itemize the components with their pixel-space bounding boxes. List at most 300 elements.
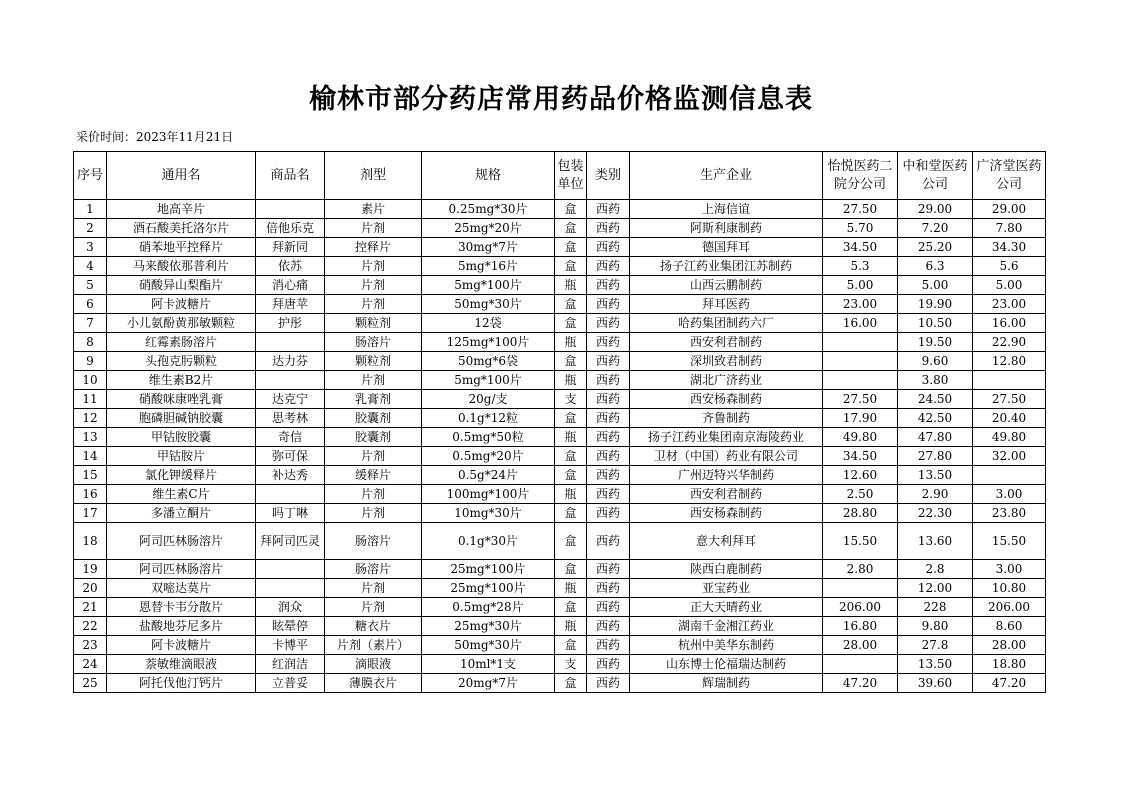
cell-price-yiyue: 49.80	[823, 428, 898, 447]
cell-category: 西药	[587, 200, 630, 219]
cell-price-yiyue	[823, 352, 898, 371]
cell-spec: 25mg*100片	[422, 560, 555, 579]
cell-price-guangjitang: 27.50	[973, 390, 1046, 409]
cell-price-guangjitang: 5.6	[973, 257, 1046, 276]
cell-manufacturer: 西安杨森制药	[630, 504, 823, 523]
cell-price-guangjitang: 28.00	[973, 636, 1046, 655]
cell-price-yiyue: 47.20	[823, 674, 898, 693]
cell-price-guangjitang	[973, 466, 1046, 485]
table-row	[74, 352, 1046, 371]
cell-price-zhonghetang: 13.60	[898, 523, 973, 560]
cell-spec: 30mg*7片	[422, 238, 555, 257]
cell-brand-name: 拜唐苹	[256, 295, 325, 314]
table-row	[74, 447, 1046, 466]
cell-spec: 20mg*7片	[422, 674, 555, 693]
cell-generic-name: 甲钴胺胶囊	[107, 428, 256, 447]
cell-price-yiyue: 27.50	[823, 200, 898, 219]
cell-price-zhonghetang: 10.50	[898, 314, 973, 333]
cell-price-zhonghetang: 19.90	[898, 295, 973, 314]
cell-index: 20	[74, 579, 107, 598]
cell-manufacturer: 山东博士伦福瑞达制药	[630, 655, 823, 674]
cell-pack-unit: 盒	[555, 636, 587, 655]
cell-generic-name: 阿托伐他汀钙片	[107, 674, 256, 693]
cell-category: 西药	[587, 409, 630, 428]
cell-price-yiyue: 5.00	[823, 276, 898, 295]
cell-index: 21	[74, 598, 107, 617]
cell-generic-name: 头孢克肟颗粒	[107, 352, 256, 371]
col-header-spec: 规格	[422, 152, 555, 200]
table-row	[74, 579, 1046, 598]
cell-pack-unit: 瓶	[555, 579, 587, 598]
cell-price-zhonghetang: 6.3	[898, 257, 973, 276]
cell-price-yiyue: 27.50	[823, 390, 898, 409]
cell-dosage-form: 片剂	[325, 579, 422, 598]
cell-spec: 0.1g*30片	[422, 523, 555, 560]
cell-price-zhonghetang: 24.50	[898, 390, 973, 409]
cell-price-zhonghetang: 9.60	[898, 352, 973, 371]
cell-price-zhonghetang: 27.80	[898, 447, 973, 466]
cell-index: 9	[74, 352, 107, 371]
cell-spec: 50mg*30片	[422, 636, 555, 655]
cell-price-zhonghetang: 3.80	[898, 371, 973, 390]
cell-index: 22	[74, 617, 107, 636]
cell-spec: 5mg*100片	[422, 276, 555, 295]
cell-price-guangjitang: 20.40	[973, 409, 1046, 428]
cell-brand-name: 倍他乐克	[256, 219, 325, 238]
cell-price-guangjitang: 206.00	[973, 598, 1046, 617]
cell-manufacturer: 卫材（中国）药业有限公司	[630, 447, 823, 466]
cell-price-guangjitang: 23.00	[973, 295, 1046, 314]
cell-index: 7	[74, 314, 107, 333]
cell-spec: 0.5mg*20片	[422, 447, 555, 466]
col-header-store-guangjitang: 广济堂医药公司	[973, 152, 1046, 200]
cell-brand-name: 润众	[256, 598, 325, 617]
table-row	[74, 219, 1046, 238]
cell-brand-name: 拜新同	[256, 238, 325, 257]
cell-price-zhonghetang: 39.60	[898, 674, 973, 693]
cell-dosage-form: 薄膜衣片	[325, 674, 422, 693]
cell-manufacturer: 扬子江药业集团南京海陵药业	[630, 428, 823, 447]
cell-index: 5	[74, 276, 107, 295]
cell-category: 西药	[587, 655, 630, 674]
cell-index: 12	[74, 409, 107, 428]
col-header-index: 序号	[74, 152, 107, 200]
cell-category: 西药	[587, 428, 630, 447]
cell-generic-name: 恩替卡韦分散片	[107, 598, 256, 617]
cell-category: 西药	[587, 617, 630, 636]
cell-pack-unit: 瓶	[555, 428, 587, 447]
cell-manufacturer: 哈药集团制药六厂	[630, 314, 823, 333]
cell-pack-unit: 瓶	[555, 617, 587, 636]
cell-brand-name	[256, 333, 325, 352]
cell-category: 西药	[587, 276, 630, 295]
cell-index: 6	[74, 295, 107, 314]
cell-spec: 10mg*30片	[422, 504, 555, 523]
cell-index: 3	[74, 238, 107, 257]
cell-price-guangjitang: 29.00	[973, 200, 1046, 219]
cell-category: 西药	[587, 504, 630, 523]
cell-spec: 0.25mg*30片	[422, 200, 555, 219]
cell-generic-name: 硝酸咪康唑乳膏	[107, 390, 256, 409]
table-row	[74, 598, 1046, 617]
cell-price-zhonghetang: 228	[898, 598, 973, 617]
cell-brand-name: 卡博平	[256, 636, 325, 655]
cell-pack-unit: 瓶	[555, 276, 587, 295]
cell-spec: 0.5mg*50粒	[422, 428, 555, 447]
cell-price-guangjitang: 7.80	[973, 219, 1046, 238]
header-row	[74, 152, 1046, 200]
cell-index: 10	[74, 371, 107, 390]
cell-dosage-form: 片剂	[325, 276, 422, 295]
table-row	[74, 371, 1046, 390]
cell-dosage-form: 糖衣片	[325, 617, 422, 636]
cell-price-yiyue: 12.60	[823, 466, 898, 485]
cell-brand-name: 奇信	[256, 428, 325, 447]
table-row	[74, 560, 1046, 579]
cell-pack-unit: 支	[555, 390, 587, 409]
cell-generic-name: 阿卡波糖片	[107, 636, 256, 655]
cell-spec: 0.5mg*28片	[422, 598, 555, 617]
cell-manufacturer: 湖北广济药业	[630, 371, 823, 390]
cell-generic-name: 红霉素肠溶片	[107, 333, 256, 352]
cell-spec: 10ml*1支	[422, 655, 555, 674]
col-header-generic-name: 通用名	[107, 152, 256, 200]
cell-pack-unit: 盒	[555, 504, 587, 523]
table-row	[74, 523, 1046, 560]
cell-brand-name: 吗丁啉	[256, 504, 325, 523]
cell-manufacturer: 西安利君制药	[630, 333, 823, 352]
cell-generic-name: 地高辛片	[107, 200, 256, 219]
cell-generic-name: 萘敏维滴眼液	[107, 655, 256, 674]
cell-price-guangjitang: 49.80	[973, 428, 1046, 447]
table-row	[74, 504, 1046, 523]
cell-manufacturer: 陕西白鹿制药	[630, 560, 823, 579]
cell-dosage-form: 片剂（素片）	[325, 636, 422, 655]
cell-spec: 5mg*100片	[422, 371, 555, 390]
cell-generic-name: 盐酸地芬尼多片	[107, 617, 256, 636]
table-row	[74, 390, 1046, 409]
cell-dosage-form: 片剂	[325, 371, 422, 390]
cell-price-zhonghetang: 7.20	[898, 219, 973, 238]
table-row	[74, 409, 1046, 428]
cell-index: 23	[74, 636, 107, 655]
cell-price-guangjitang	[973, 371, 1046, 390]
cell-manufacturer: 意大利拜耳	[630, 523, 823, 560]
cell-price-guangjitang: 18.80	[973, 655, 1046, 674]
cell-index: 15	[74, 466, 107, 485]
cell-price-yiyue: 34.50	[823, 238, 898, 257]
cell-brand-name	[256, 200, 325, 219]
cell-index: 8	[74, 333, 107, 352]
cell-pack-unit: 盒	[555, 295, 587, 314]
price-table-body	[74, 200, 1046, 693]
cell-dosage-form: 颗粒剂	[325, 352, 422, 371]
cell-price-guangjitang: 5.00	[973, 276, 1046, 295]
cell-brand-name: 红润洁	[256, 655, 325, 674]
col-header-manufacturer: 生产企业	[630, 152, 823, 200]
cell-price-yiyue: 206.00	[823, 598, 898, 617]
cell-manufacturer: 深圳致君制药	[630, 352, 823, 371]
cell-generic-name: 马来酸依那普利片	[107, 257, 256, 276]
cell-price-guangjitang: 22.90	[973, 333, 1046, 352]
cell-price-yiyue	[823, 655, 898, 674]
cell-price-yiyue: 34.50	[823, 447, 898, 466]
cell-price-zhonghetang: 9.80	[898, 617, 973, 636]
cell-spec: 0.1g*12粒	[422, 409, 555, 428]
table-row	[74, 636, 1046, 655]
cell-spec: 25mg*30片	[422, 617, 555, 636]
cell-generic-name: 氯化钾缓释片	[107, 466, 256, 485]
cell-spec: 25mg*20片	[422, 219, 555, 238]
cell-dosage-form: 胶囊剂	[325, 428, 422, 447]
cell-price-zhonghetang: 13.50	[898, 655, 973, 674]
cell-manufacturer: 拜耳医药	[630, 295, 823, 314]
table-row	[74, 674, 1046, 693]
table-row	[74, 466, 1046, 485]
col-header-pack-unit: 包装单位	[555, 152, 587, 200]
cell-category: 西药	[587, 560, 630, 579]
cell-price-zhonghetang: 47.80	[898, 428, 973, 447]
cell-price-guangjitang: 8.60	[973, 617, 1046, 636]
table-row	[74, 655, 1046, 674]
table-row	[74, 276, 1046, 295]
cell-price-zhonghetang: 29.00	[898, 200, 973, 219]
cell-index: 4	[74, 257, 107, 276]
cell-index: 24	[74, 655, 107, 674]
cell-dosage-form: 片剂	[325, 257, 422, 276]
cell-dosage-form: 滴眼液	[325, 655, 422, 674]
cell-manufacturer: 辉瑞制药	[630, 674, 823, 693]
cell-category: 西药	[587, 523, 630, 560]
cell-spec: 50mg*6袋	[422, 352, 555, 371]
cell-manufacturer: 上海信谊	[630, 200, 823, 219]
cell-category: 西药	[587, 466, 630, 485]
cell-brand-name: 眩晕停	[256, 617, 325, 636]
cell-pack-unit: 盒	[555, 409, 587, 428]
cell-generic-name: 多潘立酮片	[107, 504, 256, 523]
cell-brand-name: 立普妥	[256, 674, 325, 693]
cell-price-zhonghetang: 12.00	[898, 579, 973, 598]
cell-dosage-form: 颗粒剂	[325, 314, 422, 333]
col-header-brand-name: 商品名	[256, 152, 325, 200]
cell-index: 1	[74, 200, 107, 219]
survey-date: 采价时间：2023年11月21日	[76, 130, 234, 144]
cell-generic-name: 阿司匹林肠溶片	[107, 560, 256, 579]
cell-price-guangjitang: 12.80	[973, 352, 1046, 371]
cell-pack-unit: 盒	[555, 352, 587, 371]
cell-category: 西药	[587, 238, 630, 257]
cell-manufacturer: 齐鲁制药	[630, 409, 823, 428]
cell-manufacturer: 广州迈特兴华制药	[630, 466, 823, 485]
cell-pack-unit: 瓶	[555, 333, 587, 352]
cell-generic-name: 胞磷胆碱钠胶囊	[107, 409, 256, 428]
cell-price-zhonghetang: 25.20	[898, 238, 973, 257]
cell-price-guangjitang: 23.80	[973, 504, 1046, 523]
cell-category: 西药	[587, 333, 630, 352]
cell-price-yiyue	[823, 333, 898, 352]
cell-manufacturer: 西安杨森制药	[630, 390, 823, 409]
cell-dosage-form: 肠溶片	[325, 333, 422, 352]
cell-brand-name	[256, 485, 325, 504]
cell-brand-name	[256, 560, 325, 579]
table-row	[74, 333, 1046, 352]
cell-dosage-form: 片剂	[325, 447, 422, 466]
cell-manufacturer: 湖南千金湘江药业	[630, 617, 823, 636]
cell-dosage-form: 肠溶片	[325, 560, 422, 579]
cell-manufacturer: 山西云鹏制药	[630, 276, 823, 295]
cell-category: 西药	[587, 295, 630, 314]
cell-index: 2	[74, 219, 107, 238]
cell-pack-unit: 盒	[555, 560, 587, 579]
cell-price-yiyue: 15.50	[823, 523, 898, 560]
cell-spec: 12袋	[422, 314, 555, 333]
cell-spec: 100mg*100片	[422, 485, 555, 504]
cell-price-zhonghetang: 5.00	[898, 276, 973, 295]
cell-price-guangjitang: 47.20	[973, 674, 1046, 693]
cell-index: 14	[74, 447, 107, 466]
cell-generic-name: 维生素C片	[107, 485, 256, 504]
cell-price-yiyue: 2.50	[823, 485, 898, 504]
cell-category: 西药	[587, 219, 630, 238]
cell-price-yiyue: 5.70	[823, 219, 898, 238]
cell-category: 西药	[587, 371, 630, 390]
price-table	[73, 151, 1046, 693]
cell-category: 西药	[587, 674, 630, 693]
cell-spec: 50mg*30片	[422, 295, 555, 314]
cell-category: 西药	[587, 447, 630, 466]
cell-price-zhonghetang: 2.90	[898, 485, 973, 504]
table-row	[74, 485, 1046, 504]
cell-pack-unit: 盒	[555, 466, 587, 485]
cell-brand-name: 弥可保	[256, 447, 325, 466]
table-row	[74, 257, 1046, 276]
cell-price-yiyue: 23.00	[823, 295, 898, 314]
col-header-store-zhonghetang: 中和堂医药公司	[898, 152, 973, 200]
cell-spec: 0.5g*24片	[422, 466, 555, 485]
cell-category: 西药	[587, 485, 630, 504]
cell-price-yiyue: 5.3	[823, 257, 898, 276]
cell-category: 西药	[587, 390, 630, 409]
cell-pack-unit: 盒	[555, 238, 587, 257]
cell-generic-name: 小儿氨酚黄那敏颗粒	[107, 314, 256, 333]
cell-generic-name: 硝酸异山梨酯片	[107, 276, 256, 295]
cell-category: 西药	[587, 257, 630, 276]
table-row	[74, 428, 1046, 447]
cell-generic-name: 维生素B2片	[107, 371, 256, 390]
table-row	[74, 617, 1046, 636]
cell-manufacturer: 西安利君制药	[630, 485, 823, 504]
cell-brand-name: 护彤	[256, 314, 325, 333]
cell-index: 19	[74, 560, 107, 579]
cell-manufacturer: 德国拜耳	[630, 238, 823, 257]
cell-pack-unit: 瓶	[555, 485, 587, 504]
cell-pack-unit: 瓶	[555, 371, 587, 390]
table-row	[74, 200, 1046, 219]
cell-price-zhonghetang: 27.8	[898, 636, 973, 655]
cell-pack-unit: 盒	[555, 257, 587, 276]
cell-generic-name: 硝苯地平控释片	[107, 238, 256, 257]
table-row	[74, 295, 1046, 314]
cell-brand-name	[256, 371, 325, 390]
cell-index: 13	[74, 428, 107, 447]
cell-brand-name: 补达秀	[256, 466, 325, 485]
cell-brand-name: 思考林	[256, 409, 325, 428]
cell-generic-name: 酒石酸美托洛尔片	[107, 219, 256, 238]
table-row	[74, 314, 1046, 333]
cell-dosage-form: 片剂	[325, 485, 422, 504]
cell-index: 11	[74, 390, 107, 409]
cell-price-yiyue: 28.00	[823, 636, 898, 655]
cell-price-guangjitang: 16.00	[973, 314, 1046, 333]
cell-price-yiyue: 16.80	[823, 617, 898, 636]
cell-price-guangjitang: 34.30	[973, 238, 1046, 257]
cell-price-yiyue: 2.80	[823, 560, 898, 579]
cell-category: 西药	[587, 598, 630, 617]
cell-brand-name: 消心痛	[256, 276, 325, 295]
cell-index: 16	[74, 485, 107, 504]
col-header-dosage-form: 剂型	[325, 152, 422, 200]
cell-spec: 125mg*100片	[422, 333, 555, 352]
cell-generic-name: 甲钴胺片	[107, 447, 256, 466]
cell-manufacturer: 正大天晴药业	[630, 598, 823, 617]
cell-dosage-form: 肠溶片	[325, 523, 422, 560]
cell-pack-unit: 盒	[555, 219, 587, 238]
cell-pack-unit: 盒	[555, 447, 587, 466]
cell-price-yiyue	[823, 579, 898, 598]
cell-manufacturer: 阿斯利康制药	[630, 219, 823, 238]
cell-pack-unit: 盒	[555, 523, 587, 560]
cell-price-guangjitang: 15.50	[973, 523, 1046, 560]
cell-category: 西药	[587, 352, 630, 371]
cell-index: 17	[74, 504, 107, 523]
cell-category: 西药	[587, 636, 630, 655]
cell-index: 18	[74, 523, 107, 560]
cell-brand-name: 达克宁	[256, 390, 325, 409]
cell-pack-unit: 盒	[555, 598, 587, 617]
cell-manufacturer: 扬子江药业集团江苏制药	[630, 257, 823, 276]
cell-price-guangjitang: 10.80	[973, 579, 1046, 598]
cell-generic-name: 双嘧达莫片	[107, 579, 256, 598]
cell-dosage-form: 片剂	[325, 219, 422, 238]
cell-price-yiyue: 28.80	[823, 504, 898, 523]
cell-price-guangjitang: 3.00	[973, 485, 1046, 504]
page-title: 榆林市部分药店常用药品价格监测信息表	[309, 84, 813, 115]
cell-pack-unit: 盒	[555, 314, 587, 333]
cell-pack-unit: 盒	[555, 674, 587, 693]
cell-dosage-form: 乳膏剂	[325, 390, 422, 409]
cell-price-zhonghetang: 13.50	[898, 466, 973, 485]
cell-dosage-form: 胶囊剂	[325, 409, 422, 428]
cell-price-yiyue	[823, 371, 898, 390]
cell-dosage-form: 素片	[325, 200, 422, 219]
cell-price-zhonghetang: 42.50	[898, 409, 973, 428]
cell-pack-unit: 盒	[555, 200, 587, 219]
cell-dosage-form: 缓释片	[325, 466, 422, 485]
cell-category: 西药	[587, 579, 630, 598]
cell-price-zhonghetang: 2.8	[898, 560, 973, 579]
cell-spec: 5mg*16片	[422, 257, 555, 276]
cell-price-guangjitang: 3.00	[973, 560, 1046, 579]
cell-dosage-form: 片剂	[325, 295, 422, 314]
cell-pack-unit: 支	[555, 655, 587, 674]
cell-dosage-form: 控释片	[325, 238, 422, 257]
cell-price-zhonghetang: 22.30	[898, 504, 973, 523]
cell-brand-name: 依苏	[256, 257, 325, 276]
cell-spec: 20g/支	[422, 390, 555, 409]
col-header-store-yiyue: 怡悦医药二院分公司	[823, 152, 898, 200]
cell-brand-name: 拜阿司匹灵	[256, 523, 325, 560]
cell-index: 25	[74, 674, 107, 693]
